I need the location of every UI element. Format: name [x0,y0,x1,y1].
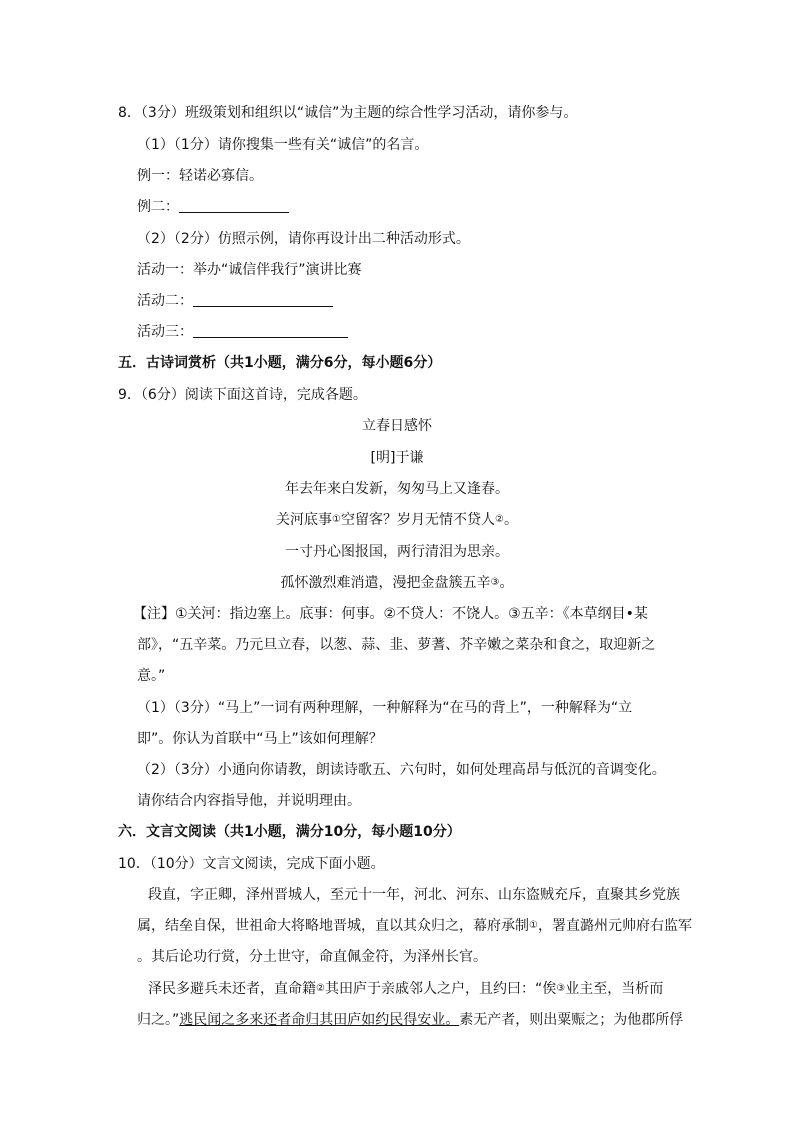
poem-notes-line2: 部》，“五辛菜。乃元旦立春，以葱、蒜、韭、萝蓍、芥辛嫩之菜杂和食之，取迎新之 [137,637,656,653]
note-marker-3: ③ [490,577,500,588]
q10-stem: 10．（10分）文言文阅读，完成下面小题。 [118,856,385,872]
q8-example1: 例一：轻诺必寡信。 [137,168,263,184]
note-marker-p1: ① [529,920,538,931]
q9-sub1-line2: 即”。你认为首联中“马上”该如何理解？ [137,731,383,747]
passage-p1-line1: 段直，字正卿，泽州晋城人，至元十一年，河北、河东、山东盗贼充斥，直聚其乡党族 [148,887,680,903]
q8-activity2-label: 活动二： [137,293,193,309]
poem-line1: 年去年来白发新，匆匆马上又逢春。 [285,481,509,497]
poem-line2 [0,511,794,531]
q8-example2-blank[interactable] [179,198,289,213]
section6-heading: 六．文言文阅读（共1小题，满分10分，每小题10分） [118,824,461,840]
passage-p1-line3: 。其后论功行赏，分土世守，命直佩金符，为泽州长官。 [137,949,487,965]
note-marker-p2-2: ③ [556,983,566,994]
q9-sub1-line1: （1）（3分）“马上”一词有两种理解，一种解释为“在马的背上”，一种解释为“立 [137,700,633,716]
q8-sub1: （1）（1分）请你搜集一些有关“诚信”的名言。 [137,137,429,153]
passage-p2-line2-part2: 素无产者，则出粟赈之；为他郡所俘 [459,1012,684,1028]
q8-example2 [137,198,289,216]
passage-p2-line1-part1: 泽民多避兵未还者，直命籍 [148,981,316,997]
q8-example2-label: 例二： [137,199,179,215]
passage-p2-line1-part3: 业主至，当析而 [565,981,664,997]
q8-activity3-blank[interactable] [193,323,348,338]
poem-line4-part2: 。 [499,575,514,591]
q8-activity2-blank[interactable] [193,292,333,307]
poem-notes-line3: 意。” [137,668,166,684]
note-marker-1: ① [332,514,341,525]
poem-line2-part1: 关河底事 [276,512,333,528]
q8-activity1: 活动一：举办“诚信伴我行”演讲比赛 [137,262,362,278]
passage-p2-line2-part1: 归之。” [137,1012,180,1028]
passage-p2-line2 [137,1011,683,1029]
poem-line4 [0,574,794,594]
passage-p1-line2 [137,917,692,937]
passage-p2-line1 [148,980,663,1000]
poem-line3: 一寸丹心图报国，两行清泪为思亲。 [285,544,509,560]
poem-line2-part2: 空留客？岁月无情不贷人 [341,512,495,528]
passage-p2-line1-part2: 其田庐于亲戚邻人之户，且约曰：“俟 [324,981,557,997]
poem-line4-part1: 孤怀激烈难消遣，漫把金盘簇五辛 [280,575,491,591]
poem-notes-line1: 【注】①关河：指边塞上。底事：何事。②不贷人：不饶人。③五辛：《本草纲目•某 [133,606,648,622]
note-marker-p2-1: ② [316,983,325,994]
q8-activity3 [137,323,348,341]
q8-stem: 8．（3分）班级策划和组织以“诚信”为主题的综合性学习活动，请你参与。 [118,105,578,121]
poem-author: [明]于谦 [370,450,424,466]
q9-sub2-line2: 请你结合内容指导他，并说明理由。 [137,793,361,809]
poem-line2-part3: 。 [503,512,518,528]
section5-heading: 五．古诗词赏析（共1小题，满分6分，每小题6分） [118,355,442,371]
poem-title: 立春日感怀 [362,418,432,434]
q9-sub2-line1: （2）（3分）小通向你请教，朗读诗歌五、六句时，如何处理高昂与低沉的音调变化。 [137,762,666,778]
passage-underlined-sentence: 逃民闻之多来还者命归其田庐如约民得安业。 [179,1012,460,1028]
q9-stem: 9．（6分）阅读下面这首诗，完成各题。 [118,387,367,403]
passage-p1-line2-part2: ，署直潞州元帅府右监军 [537,918,692,934]
q8-activity2 [137,292,333,310]
q8-sub2: （2）（2分）仿照示例，请你再设计出二种活动形式。 [137,231,470,247]
note-marker-2: ② [495,514,504,525]
q8-activity3-label: 活动三： [137,324,193,340]
passage-p1-line2-part1: 属，结垒自保，世祖命大将略地晋城，直以其众归之，幕府承制 [137,918,529,934]
